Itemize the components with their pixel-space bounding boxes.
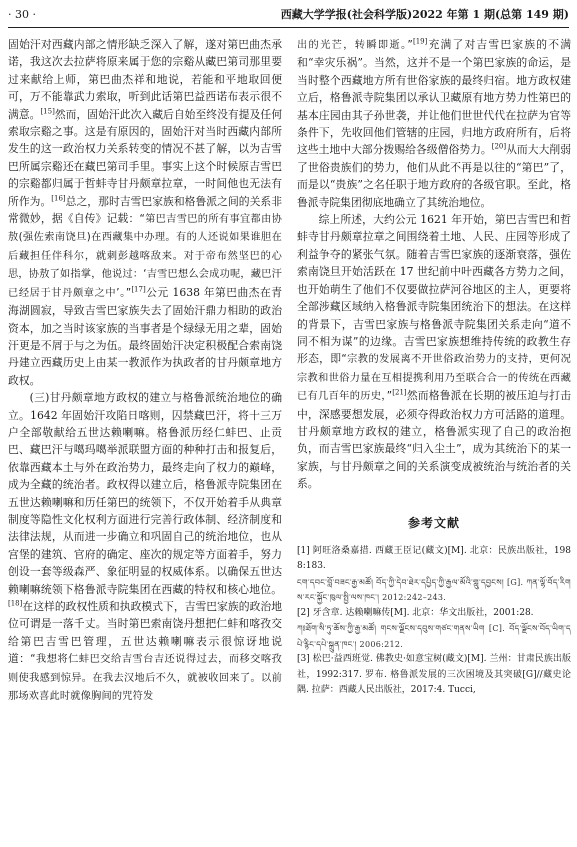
reference-item: [3] 松巴·益西班觉. 佛教史·如意宝树(藏文)[M]. 兰州：甘肃民族出版社，1992:317. 罗布. 格鲁派发展的三次困境及其突破[G]//藏史论隅. 拉萨：西藏人民出版社，2017:4. Tucci,: [297, 654, 571, 696]
body-paragraph: 综上所述，大约公元 1621 年开始，第巴吉雪巴和哲蚌寺甘丹颇章拉章之间围绕着土地、人民、庄园等形成了利益争夺的紧张气氛。随着吉雪巴家族的逐渐衰落，强佐索南饶旦开始活跃在 17 世纪前中叶西藏各方势力之间，也开始萌生了他们不仅要做拉萨河谷地区的主人，更要将全部涉藏区域纳入格鲁派寺院集团统治下的想法。在这样的背景下，吉雪巴家族与格鲁派寺院集团关系走向“道不同不相为谋”的边缘。吉雪巴家族想维持传统的政教生存形态，即“宗教的发展离不开世俗政治势力的支持，更何况宗教和世俗力量在互相提携利用乃至联合合一的传统在西藏已有几百年的历史，”[21]然而格鲁派在长期的被压迫与打击中，深感要想发展，必须夺得政治权力方可活路的道理。甘丹颇章地方政权的建立，格鲁派实现了自己的政治抱负，而吉雪巴家族最终“归入尘土”，成为其统治下的某一家族，与甘丹颇章之间的关系演变成被统治与统治者的关系。: [297, 213, 571, 491]
citation[interactable]: [19]: [412, 37, 428, 46]
block-quote: “宗教的发展离不开世俗政治势力的支持，更何况宗教和世俗力量在互相提携利用乃至联合合一的传统在西藏已有几百年的历史，”: [297, 354, 571, 403]
citation[interactable]: [21]: [392, 388, 407, 397]
left-column: [8, 36, 282, 844]
block-quote: “第巴吉雪巴的所有事宜都由协敖(强佐索南饶旦)在西藏集中办理。有的人还说如果谁胆在后藏担任伴科尔，就刺彭越喀敌来。对于帝布然坚巴的心思，协敖了如指掌，他说过：‘吉雪巴想么会成功呢，藏巴汗已经居于甘丹颇章之中’。”: [8, 214, 282, 299]
body-paragraph: 固始汗对西藏内部之情形缺乏深入了解，遂对第巴曲杰承诺，我这次去拉萨将原来属于您的宗谿从藏巴第司那里要过来献给上师，第巴曲杰祥和地说，若能和平地取回便可，万不能靠武力索取，听到此话第巴益西诺布表示很不满意。[15]然而，固始汗此次入藏后自始至终没有提及任何索取宗谿之事。这是有原因的，固始汗对当时西藏内部所发生的这一政治权力关系转变的情况不甚了解，以为吉雪巴所属宗谿还在藏巴第司手里。事实上这个时候原吉雪巴的宗谿都归属于哲蚌寺甘丹颇章拉章，一时间他也无法有所作为。[16]总之，那时吉雪巴家族和格鲁派之间的关系非常微妙，据《自传》记载：“第巴吉雪巴的所有事宜都由协敖(强佐索南饶旦)在西藏集中办理。有的人还说如果谁胆在后藏担任伴科尔，就刺彭越喀敌来。对于帝布然坚巴的心思，协敖了如指掌，他说过：‘吉雪巴想么会成功呢，藏巴汗已经居于甘丹颇章之中’。”[17]公元 1638 年第巴曲杰在青海湖圆寂，导致吉雪巴家族失去了固始汗鼎力相助的政治资本，加之当时该家族的当事者是个绿绿无用之辈，固始汗更是不屑于与之为伍。最终固始汗决定积极配合索南饶丹建立西藏历史上由某一教派作为执政者的甘丹颇章地方政权。: [8, 38, 282, 387]
running-header: [8, 0, 569, 28]
reference-item-tibetan: ཀཿཐོག་སི་ཏུ་ཆོས་ཀྱི་རྒྱ་མཚོ། གངས་ལྗོངས་དབུས་གཙང་གནས་ཡིག [C]. བོད་ལྗོངས་བོད་ཡིག་དཔེ་རྙིང་དཔེ་སྐྲུན་ཁང་། 2006:212.: [297, 624, 571, 649]
reference-item-tibetan: ངག་དབང་བློ་བཟང་རྒྱ་མཚོ། བོད་ཀྱི་དེབ་ཐེར་དཔྱིད་ཀྱི་རྒྱལ་མོའི་གླུ་དབྱངས། [G]. ཀན་ལྷོ་བོད་རིགས་རང་སྐྱོང་ཁུལ་སྤྱི་ལས་ཁང་། 2012:242–243.: [297, 577, 571, 603]
citation[interactable]: [20]: [491, 142, 507, 151]
body-paragraph: 出的光芒，转瞬即逝。”[19]充满了对吉雪巴家族的不满和“幸灾乐祸”。当然，这并不是一个第巴家族的命运，是当时整个西藏地方所有世俗家族的最终归宿。地方政权建立后，格鲁派寺院集团以承认卫藏原有地方势力性第巴的基本庄园由其子孙世袭，并让他们世世代代在拉萨为官等条件下，先收回他们管辖的庄园，归地方政府所有，后将这些土地中大部分拨赐给各级僧俗势力。[20]从而大大削弱了世俗贵族们的势力，他们从此不再是以往的“第巴”了，而是以“贵族”之名任职于地方政府的各级官职。至此，格鲁派寺院集团彻底地确立了其统治地位。: [297, 37, 571, 209]
references-list: [297, 544, 571, 699]
page-number: · 30 ·: [8, 7, 36, 21]
citation[interactable]: [18]: [8, 599, 23, 608]
references-heading: 参考文献: [407, 515, 460, 530]
journal-title: 西藏大学学报(社会科学版)2022 年第 1 期(总第 149 期): [280, 8, 569, 21]
body-paragraph: (三)甘丹颇章地方政权的建立与格鲁派统治地位的确立。1642 年固始汗攻陷日喀则，囚禁藏巴汗，将十三万户全部敬献给五世达赖喇嘛。格鲁派历经仁蚌巴、止贡巴、藏巴汗与噶玛噶举派联盟方面的种种打击和报复后，依靠西藏本土与外在政治势力，最终走向了权力的巅峰，成为全藏的统治者。政权得以建立后，格鲁派寺院集团在五世达赖喇嘛和历任第巴的统领下，不仅开始着手从典章制度等隐性文化权利方面进行完善行政体制、经济制度和法律法规，从而进一步确立和巩固自己的统治地位，也从宫堡的建筑、官府的确定、座次的规定等方面着手，努力创设一套等级森严、象征明显的权威体系。以确保五世达赖喇嘛统领下格鲁派寺院集团在西藏的特权和核心地位。[18]在这样的政权性质和执政模式下，吉雪巴家族的政治地位可谓是一落千丈。当时第巴索南饶丹想把仁蚌和喀孜交给第巴吉雪巴管理，五世达赖喇嘛表示很惊讶地说道：“我想将仁蚌巴交给吉雪台吉还说得过去，而移交喀孜则使我感到惊异。在我去汉地后不久，就被收回来了。以前那场欢喜此时就像胸间的咒符发: [8, 391, 282, 703]
citation[interactable]: [16]: [51, 194, 66, 203]
right-column: [297, 36, 571, 844]
header-rule: [8, 27, 569, 28]
citation[interactable]: [15]: [40, 107, 55, 116]
block-quote: “我想将仁蚌巴交给吉雪台吉还说得过去，而移交喀孜则使我感到惊异。在我去汉地后不久，就被收回来了。以前那场欢喜此时就像胸间的咒符发: [8, 654, 282, 703]
block-quote: 出的光芒，转瞬即逝。”: [297, 40, 413, 51]
reference-item: [1] 阿旺洛桑嘉措. 西藏王臣记(藏文)[M]. 北京：民族出版社，1988:183.: [297, 545, 571, 572]
citation[interactable]: [17]: [131, 285, 146, 294]
reference-item: [2] 牙含章. 达赖喇嘛传[M]. 北京：华文出版社，2001:28.: [297, 607, 534, 618]
